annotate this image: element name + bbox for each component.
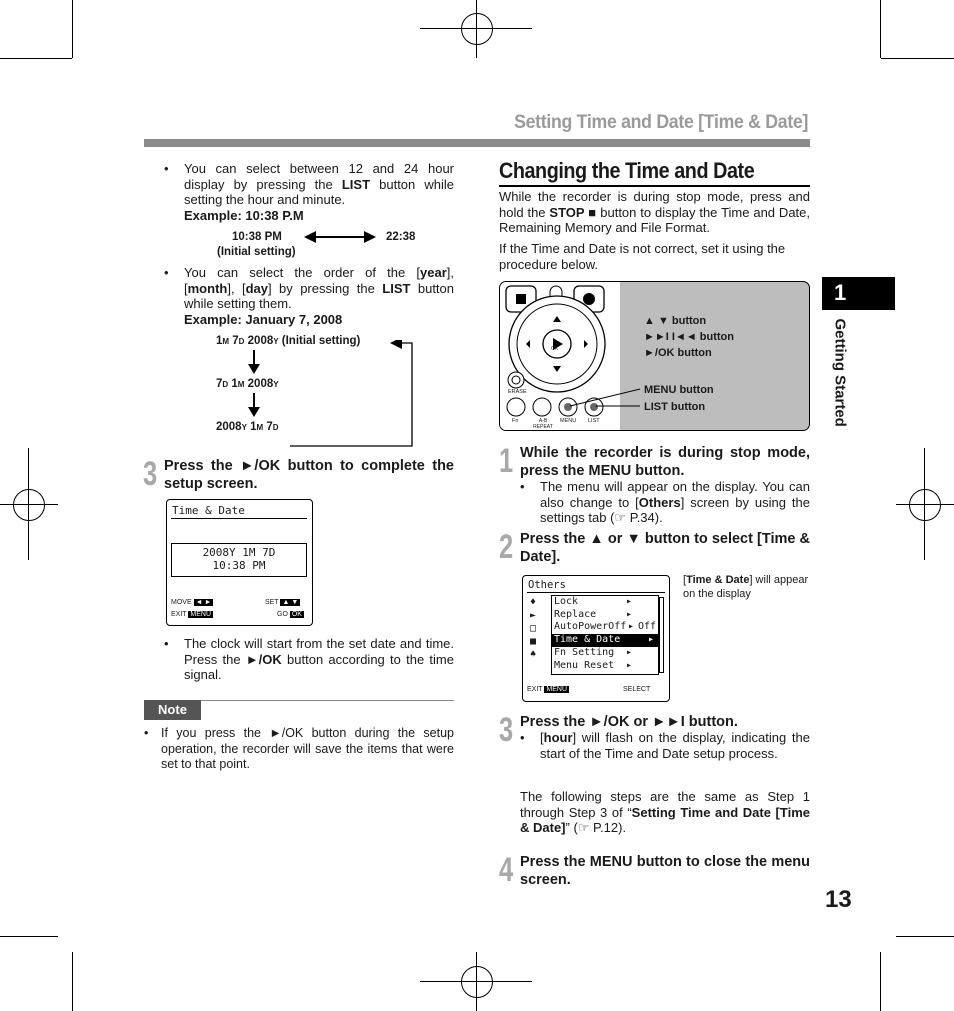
callout-lines [560,372,650,417]
callout-skip: ►►I I◄◄ button [644,331,734,343]
order-row-2: 7D 1M 2008Y [216,378,279,390]
lcd1-time: 10:38 PM [212,559,266,572]
lcd-time-date-screen: Time & Date 2008Y 1M 7D 10:38 PM MOVE ◄ ► SET ▲ ▼ EXIT MENU GO OK [166,499,313,626]
lcd2-scrollbar [659,597,664,673]
step-1-bullet: • The menu will appear on the display. You can also change to [Others] screen by using the settings tab (☞ P.34). [520,479,810,525]
menu-item-autopoweroff[interactable]: AutoPowerOff ▸ Off [554,621,656,633]
lcd1-go-key: OK [291,611,302,618]
list-label: LIST [588,418,600,424]
double-arrow-icon [304,230,376,244]
callout-menu: MENU button [644,384,714,396]
diagram1-caption: (Initial setting) [217,246,296,258]
lcd1-set-key: ▲ ▼ [282,599,299,606]
step-2-number: 2 [499,528,514,566]
callout-list: LIST button [644,401,706,413]
menu-item-time-date[interactable]: Time & Date ▸ [552,634,658,647]
menu-item-menu-reset[interactable]: Menu Reset ▸ [554,659,632,671]
play-icon: ► [530,610,537,621]
page-header-title: Setting Time and Date [Time & Date] [514,112,808,133]
menu-label: MENU [560,418,577,424]
chapter-tab [822,277,895,310]
ok-label: OK [551,346,559,352]
menu-item-replace[interactable]: Replace ▸ [554,608,632,620]
list-key: LIST [341,176,371,192]
callout-ok: ►/OK button [644,347,712,359]
ab-repeat-label: A-B REPEAT [533,418,553,430]
chapter-number: 1 [834,280,847,305]
section-title: Changing the Time and Date [499,158,755,183]
lcd1-title: Time & Date [172,504,245,517]
step-3-right-number: 3 [499,711,514,749]
menu-item-lock[interactable]: Lock ▸ [554,596,632,607]
lcd2-caption: [Time & Date] will appear on the display [683,574,809,600]
lcd2-title: Others [528,579,566,591]
step-4-number: 4 [499,851,514,889]
step-1-number: 1 [499,442,514,480]
memory-icon: ■ [530,636,537,647]
lcd2-tab-icons [530,596,536,661]
intro-paragraph: While the recorder is during stop mode, press and hold the STOP ■ button to display the Time and Date, Remaining Memory and File Format. [499,189,810,235]
step-4-text: Press the MENU button to close the menu screen. [520,854,810,888]
lcd1-exit-key: MENU [190,611,212,618]
callout-updown: ▲ ▼ button [644,315,707,327]
diagram1-right-label: 22:38 [386,231,416,243]
diagram1-left-label: 10:38 PM [232,231,282,243]
section-title-rule [499,185,810,187]
bullet-clock-start: • The clock will start from the set date and time. Press the ►/OK button according to the time signal. [164,636,454,682]
note-label: Note [144,700,201,720]
order-row-1: 1M 7D 2008Y (Initial setting) [216,335,361,347]
step-1-text: While the recorder is during stop mode, press the MENU button. [520,445,810,479]
chapter-label-text: Getting Started [831,318,849,427]
lcd2-select: SELECT [623,686,651,693]
erase-label: ERASE [508,389,527,395]
order-row-3: 2008Y 1M 7D [216,421,279,433]
tools-icon: ♠ [530,649,537,660]
lcd-others-menu: Others ♦ ► □ ■ ♠ Lock ▸ Replace ▸ AutoPowerOff ▸ Off Time & Date ▸ Fn Setting ▸ Menu Reset ▸ EXIT MENU SELECT [522,575,670,702]
step-2-text: Press the ▲ or ▼ button to select [Time & Date]. [520,531,810,565]
mic-icon: ♦ [530,597,537,608]
page-number: 13 [825,886,852,913]
cycle-arrows-icon [240,340,420,450]
step-3-left-text: Press the ►/OK button to complete the setup screen. [164,458,454,492]
chapter-side-label [828,320,850,426]
note-text: • If you press the ►/OK button during the setup operation, the recorder will save the items that were set to that point. [144,726,454,771]
header-rule [144,139,810,147]
example-label: Example: 10:38 P.M [184,207,304,223]
fn-label: Fn [512,418,519,424]
intro-paragraph-2: If the Time and Date is not correct, set it using the procedure below. [499,241,786,272]
recorder-illustration [499,281,810,431]
lcd1-datetime-box [171,543,307,577]
lcd1-move-key: ◄ ► [195,599,212,606]
bullet-12-24-hour: • You can select between 12 and 24 hour display by pressing the LIST button while setting the hour and minute. Example: 10:38 P.M [164,161,454,223]
menu-item-fn-setting[interactable]: Fn Setting ▸ [554,646,632,658]
bullet-order: • You can select the order of the [year], [month], [day] by pressing the LIST button while setting them. Example: January 7, 2008 [164,265,455,327]
lcd2-exit-key: MENU [546,686,568,693]
step-3-right-paragraph: The following steps are the same as Step 1 through Step 3 of “Setting Time and Date [Time & Date]” (☞ P.12). [520,789,810,835]
step-3-right-text: Press the ►/OK or ►►I button. [520,714,738,730]
lcd1-date: 2008Y 1M 7D [202,546,276,559]
lcd2-menu-list [551,595,659,675]
step-3-left-number: 3 [143,455,158,493]
step-3-right-bullet: • [hour] will flash on the display, indicating the start of the Time and Date setup process. [520,730,810,761]
display-icon: □ [530,623,537,634]
example-label-2: Example: January 7, 2008 [184,311,343,327]
